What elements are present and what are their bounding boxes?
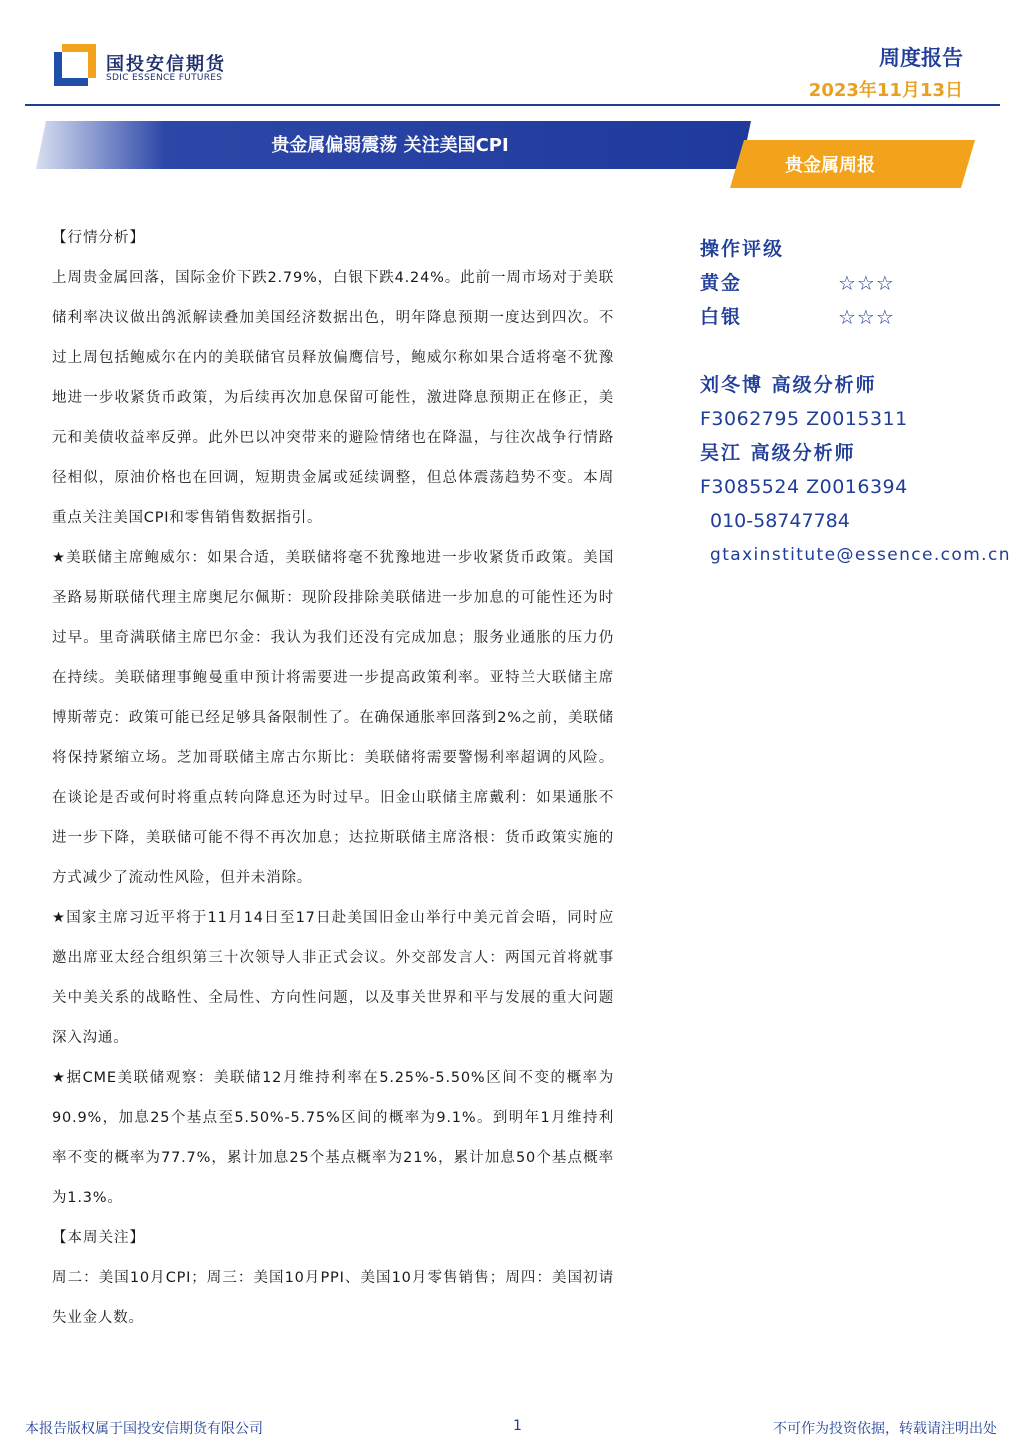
footer-copyright: 本报告版权属于国投安信期货有限公司 (25, 1421, 263, 1437)
analyst-license: F3085524 Z0016394 (700, 476, 908, 498)
report-type: 周度报告 (879, 46, 963, 70)
logo-chinese-name: 国投安信期货 (106, 54, 226, 75)
paragraph-summit: ★国家主席习近平将于11月14日至17日赴美国旧金山举行中美元首会晤，同时应邀出席亚太经合组织第三十次领导人非正式会议。外交部发言人：两国元首将就事关中美关系的战略性、全局性、方向性问题，以及事关世界和平与发展的重大问题深入沟通。 (52, 910, 614, 1046)
paragraph-fed-officials: ★美联储主席鲍威尔：如果合适，美联储将毫不犹豫地进一步收紧货币政策。美国圣路易斯联储代理主席奥尼尔佩斯：现阶段排除美联储进一步加息的可能性还为时过早。里奇满联储主席巴尔金：我认为我们还没有完成加息；服务业通胀的压力仍在持续。美联储理事鲍曼重申预计将需要进一步提高政策利率。亚特兰大联储主席博斯蒂克：政策可能已经足够具备限制性了。在确保通胀率回落到2%之前，美联储将保持紧缩立场。芝加哥联储主席古尔斯比：美联储将需要警惕利率超调的风险。在谈论是否或何时将重点转向降息还为时过早。旧金山联储主席戴利：如果通胀不进一步下降，美联储可能不得不再次加息；达拉斯联储主席洛根：货币政策实施的方式减少了流动性风险，但并未消除。 (52, 550, 614, 886)
paragraph-cme-fedwatch: ★据CME美联储观察：美联储12月维持利率在5.25%-5.50%区间不变的概率为90.9%，加息25个基点至5.50%-5.75%区间的概率为9.1%。到明年1月维持利率不变的概率为77.7%，累计加息25个基点概率为21%，累计加息50个基点概率为1.3%。 (52, 1070, 614, 1206)
star-rating-icon: ☆☆☆ (838, 271, 895, 295)
header-divider (25, 104, 1000, 106)
contact-email[interactable]: gtaxinstitute@essence.com.cn (710, 545, 1011, 565)
analyst-license: F3062795 Z0015311 (700, 408, 908, 430)
page-number: 1 (513, 1418, 522, 1434)
footer-notice: 不可作为投资依据，转载请注明出处 (773, 1421, 997, 1437)
analyst-name: 吴江 高级分析师 (700, 442, 856, 464)
section-title-market-analysis: 【行情分析】 (52, 230, 145, 246)
rating-title: 操作评级 (700, 238, 785, 260)
sidebar (700, 232, 1020, 572)
main-content (52, 218, 614, 1338)
report-date: 2023年11月13日 (808, 80, 963, 101)
rating-name: 黄金 (700, 272, 743, 294)
contact-phone: 010-58747784 (710, 510, 850, 532)
analyst-name: 刘冬博 高级分析师 (700, 374, 877, 396)
section-title-this-week: 【本周关注】 (52, 1230, 145, 1246)
star-rating-icon: ☆☆☆ (838, 305, 895, 329)
paragraph-market-summary: 上周贵金属回落，国际金价下跌2.79%，白银下跌4.24%。此前一周市场对于美联储利率决议做出鸽派解读叠加美国经济数据出色，明年降息预期一度达到四次。不过上周包括鲍威尔在内的美联储官员释放偏鹰信号，鲍威尔称如果合适将毫不犹豫地进一步收紧货币政策，为后续再次加息保留可能性，激进降息预期正在修正，美元和美债收益率反弹。此外巴以冲突带来的避险情绪也在降温，与往次战争行情路径相似，原油价格也在回调，短期贵金属或延续调整，但总体震荡趋势不变。本周重点关注美国CPI和零售销售数据指引。 (52, 270, 614, 526)
company-logo-icon (54, 44, 96, 86)
rating-name: 白银 (700, 306, 743, 328)
paragraph-calendar: 周二：美国10月CPI；周三：美国10月PPI、美国10月零售销售；周四：美国初请失业金人数。 (52, 1270, 614, 1326)
report-title: 贵金属偏弱震荡 关注美国CPI (271, 135, 509, 156)
rating-row-silver (700, 300, 1020, 334)
rating-row-gold (700, 266, 1020, 300)
logo-english-name: SDIC ESSENCE FUTURES (106, 73, 223, 83)
report-category: 贵金属周报 (785, 155, 875, 176)
